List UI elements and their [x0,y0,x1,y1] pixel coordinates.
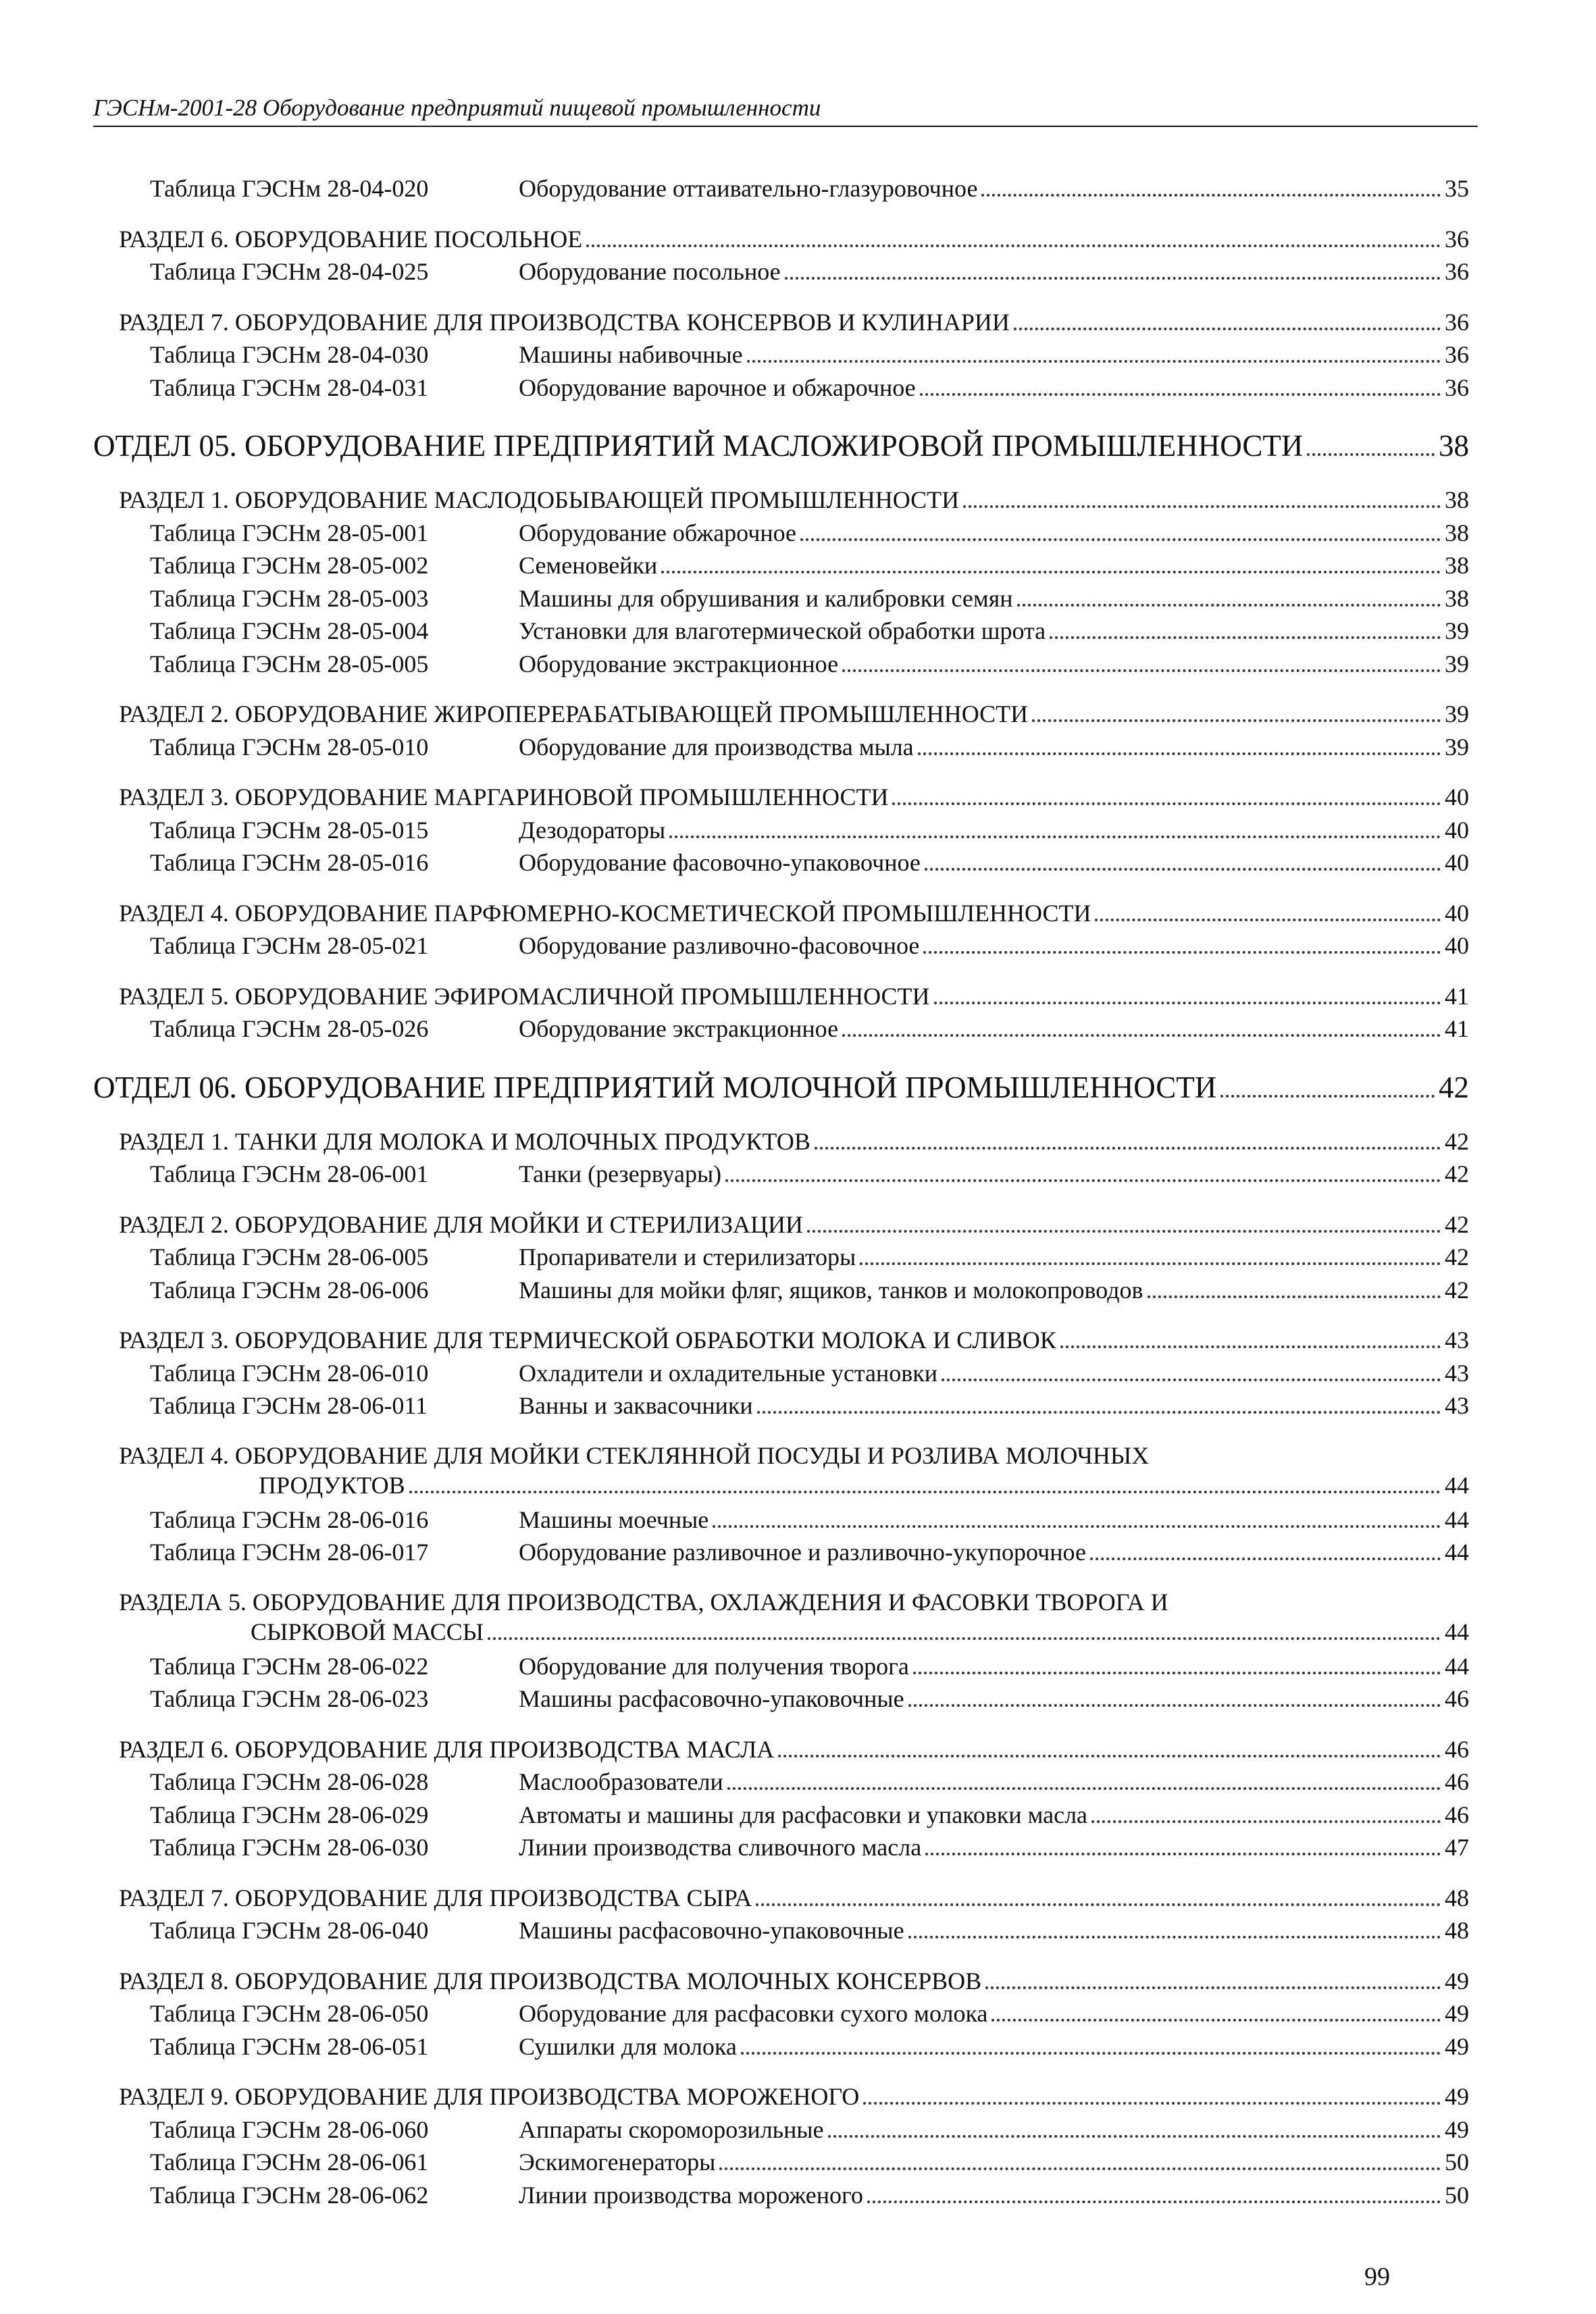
table-title: Охладители и охладительные установки [519,1359,938,1387]
page-ref: 41 [1445,982,1469,1010]
page-ref: 48 [1445,1917,1469,1944]
dot-leader [934,1002,1441,1004]
table-entry [150,1504,1469,1535]
page-ref: 49 [1445,2083,1469,2110]
dot-leader [807,1230,1441,1233]
section-heading [119,781,1469,813]
table-title: Аппараты скороморозильные [519,2115,824,2143]
table-title: Оборудование для расфасовки сухого молока [519,2000,988,2027]
table-code: Таблица ГЭСНм 28-04-031 [150,374,429,401]
page-ref: 42 [1445,1210,1469,1238]
page-ref: 39 [1445,650,1469,677]
table-title: Машины моечные [519,1506,709,1533]
table-title: Семеновейки [519,552,658,579]
section-heading [119,1126,1469,1157]
table-code: Таблица ГЭСНм 28-06-061 [150,2149,429,2176]
heading-title: РАЗДЕЛ 2. ОБОРУДОВАНИЕ ЖИРОПЕРЕРАБАТЫВАЮЩЕЙ ПРОМЫШЛЕННОСТИ [119,700,1029,727]
section-title-line2: ПРОДУКТОВ [259,1471,405,1499]
table-entry [150,1013,1469,1044]
dot-leader [1220,1095,1435,1098]
table-code: Таблица ГЭСНм 28-06-050 [150,2000,429,2027]
table-code: Таблица ГЭСНм 28-04-025 [150,258,429,285]
table-title: Машины для мойки фляг, ящиков, танков и молокопроводов [519,1276,1143,1304]
table-code: Таблица ГЭСНм 28-06-062 [150,2181,429,2209]
table-entry [150,372,1469,403]
dot-leader [757,1411,1441,1414]
table-title: Оборудование фасовочно-упаковочное [519,849,921,876]
dot-leader [661,571,1441,573]
dot-leader [908,1704,1441,1707]
page-ref: 50 [1445,2181,1469,2209]
page-ref: 36 [1445,308,1469,336]
table-entry [150,1358,1469,1389]
table-title: Маслообразователи [519,1768,723,1795]
table-title: Оборудование экстракционное [519,1015,839,1042]
heading-title: РАЗДЕЛ 2. ОБОРУДОВАНИЕ ДЛЯ МОЙКИ И СТЕРИЛИЗАЦИИ [119,1210,803,1238]
section-heading [119,981,1469,1012]
section-title-line2: СЫРКОВОЙ МАССЫ [251,1618,484,1645]
page-ref: 49 [1445,2115,1469,2143]
heading-title: ОТДЕЛ 05. ОБОРУДОВАНИЕ ПРЕДПРИЯТИЙ МАСЛОЖИРОВОЙ ПРОМЫШЛЕННОСТИ [93,429,1304,463]
page-number: 99 [1364,2263,1390,2291]
table-entry [150,256,1469,287]
page-ref: 36 [1445,258,1469,285]
table-title: Дезодораторы [519,816,666,844]
table-code: Таблица ГЭСНм 28-06-030 [150,1834,429,1861]
dot-leader [985,1986,1441,1989]
page-ref: 39 [1445,733,1469,761]
table-entry [150,2146,1469,2178]
page-ref: 40 [1445,899,1469,927]
section-title-continuation [119,1617,1469,1647]
page-ref: 40 [1445,849,1469,876]
table-title: Машины набивочные [519,341,743,368]
heading-title: РАЗДЕЛ 9. ОБОРУДОВАНИЕ ДЛЯ ПРОИЗВОДСТВА МОРОЖЕНОГО [119,2083,860,2110]
page-ref: 40 [1445,816,1469,844]
section-heading [119,1882,1469,1913]
page-ref: 38 [1445,552,1469,579]
heading-title: РАЗДЕЛ 7. ОБОРУДОВАНИЕ ДЛЯ ПРОИЗВОДСТВА КОНСЕРВОВ И КУЛИНАРИИ [119,308,1010,336]
page-ref: 49 [1445,1967,1469,1995]
page-ref: 43 [1445,1392,1469,1419]
page-ref: 38 [1445,519,1469,546]
page-ref: 41 [1445,1015,1469,1042]
table-code: Таблица ГЭСНм 28-04-030 [150,341,429,368]
section-title-continuation [119,1470,1469,1500]
dot-leader [925,1853,1441,1855]
dot-leader [1307,453,1435,456]
table-title: Установки для влаготермической обработки шрота [519,617,1046,644]
table-entry [150,583,1469,614]
table-title: Пропариватели и стерилизаторы [519,1243,856,1270]
section-heading [119,1965,1469,1997]
table-entry [150,550,1469,581]
section-heading [119,898,1469,929]
dot-leader [860,1262,1441,1265]
table-entry [150,1241,1469,1272]
table-code: Таблица ГЭСНм 28-05-002 [150,552,429,579]
table-entry [150,1537,1469,1568]
dot-leader [1032,719,1441,722]
table-entry [150,173,1469,204]
page-ref: 46 [1445,1768,1469,1795]
table-entry [150,2031,1469,2062]
section-heading [119,698,1469,729]
dot-leader [1091,1820,1441,1823]
table-entry [150,517,1469,548]
table-code: Таблица ГЭСНм 28-05-016 [150,849,429,876]
table-code: Таблица ГЭСНм 28-06-016 [150,1506,429,1533]
table-entry [150,1158,1469,1189]
table-title: Эскимогенераторы [519,2149,716,2176]
table-entry [150,1275,1469,1306]
heading-title: РАЗДЕЛ 1. ОБОРУДОВАНИЕ МАСЛОДОБЫВАЮЩЕЙ ПРОМЫШЛЕННОСТИ [119,486,960,513]
dot-leader [1060,1345,1441,1348]
table-title: Машины расфасовочно-упаковочные [519,1685,904,1712]
dot-leader [713,1525,1441,1528]
table-entry [150,1683,1469,1714]
dot-leader [925,868,1441,871]
table-entry [150,731,1469,763]
heading-title: РАЗДЕЛ 1. ТАНКИ ДЛЯ МОЛОКА И МОЛОЧНЫХ ПРОДУКТОВ [119,1127,810,1155]
table-code: Таблица ГЭСНм 28-06-022 [150,1652,429,1680]
table-entry [150,648,1469,679]
table-title: Оборудование обжарочное [519,519,797,546]
table-title: Оборудование оттаивательно-глазуровочное [519,175,978,202]
section-heading [119,1209,1469,1240]
heading-title: РАЗДЕЛ 4. ОБОРУДОВАНИЕ ПАРФЮМЕРНО-КОСМЕТИЧЕСКОЙ ПРОМЫШЛЕННОСТИ [119,899,1091,927]
table-title: Оборудование разливочное и разливочно-укупорочное [519,1539,1086,1566]
table-code: Таблица ГЭСНм 28-05-015 [150,816,429,844]
table-title: Сушилки для молока [519,2032,737,2060]
heading-title: РАЗДЕЛ 6. ОБОРУДОВАНИЕ ПОСОЛЬНОЕ [119,225,583,253]
heading-title: ОТДЕЛ 06. ОБОРУДОВАНИЕ ПРЕДПРИЯТИЙ МОЛОЧНОЙ ПРОМЫШЛЕННОСТИ [93,1070,1217,1104]
section-heading [119,1441,1469,1500]
heading-title: РАЗДЕЛ 7. ОБОРУДОВАНИЕ ДЛЯ ПРОИЗВОДСТВА СЫРА [119,1884,752,1911]
page-ref: 42 [1445,1276,1469,1304]
table-code: Таблица ГЭСНм 28-06-051 [150,2032,429,2060]
dot-leader [992,2019,1441,2022]
section-heading [119,2081,1469,2112]
dot-leader [942,1379,1441,1381]
heading-title: РАЗДЕЛ 5. ОБОРУДОВАНИЕ ЭФИРОМАСЛИЧНОЙ ПРОМЫШЛЕННОСТИ [119,982,930,1010]
page-ref: 39 [1445,700,1469,727]
page-ref: 44 [1445,1506,1469,1533]
table-code: Таблица ГЭСНм 28-06-060 [150,2115,429,2143]
dot-leader [1148,1295,1441,1298]
page-ref: 46 [1445,1735,1469,1763]
table-title: Танки (резервуары) [519,1160,722,1187]
heading-title: РАЗДЕЛ 3. ОБОРУДОВАНИЕ МАРГАРИНОВОЙ ПРОМЫШЛЕННОСТИ [119,783,889,811]
dot-leader [981,194,1441,197]
table-code: Таблица ГЭСНм 28-05-005 [150,650,429,677]
page-ref: 44 [1445,1652,1469,1680]
table-entry [150,930,1469,961]
table-title: Линии производства сливочного масла [519,1834,922,1861]
page-ref: 36 [1445,225,1469,253]
page-ref: 38 [1445,486,1469,513]
page-ref: 42 [1445,1127,1469,1155]
section-title-line1: РАЗДЕЛА 5. ОБОРУДОВАНИЕ ДЛЯ ПРОИЗВОДСТВА, ОХЛАЖДЕНИЯ И ФАСОВКИ ТВОРОГА И [119,1588,1168,1616]
dot-leader [1017,604,1441,607]
dot-leader [918,752,1441,755]
page-ref: 42 [1439,1070,1469,1104]
running-header: ГЭСНм-2001-28 Оборудование предприятий пищевой промышленности [93,93,1478,127]
dot-leader [963,505,1441,508]
dot-leader [828,2135,1441,2138]
table-code: Таблица ГЭСНм 28-06-010 [150,1359,429,1387]
page-ref: 46 [1445,1801,1469,1828]
page-ref: 44 [1445,1618,1469,1645]
table-title: Автоматы и машины для расфасовки и упаковки масла [519,1801,1088,1828]
table-code: Таблица ГЭСНм 28-05-010 [150,733,429,761]
dot-leader [842,1034,1441,1037]
section-heading [119,224,1469,255]
page-ref: 42 [1445,1160,1469,1187]
section-heading [119,307,1469,338]
dot-leader [785,277,1441,280]
dot-leader [725,1179,1441,1182]
table-code: Таблица ГЭСНм 28-06-017 [150,1539,429,1566]
dot-leader [1095,919,1441,921]
table-title: Машины расфасовочно-упаковочные [519,1917,904,1944]
page-ref: 36 [1445,341,1469,368]
table-code: Таблица ГЭСНм 28-05-004 [150,617,429,644]
table-title: Оборудование посольное [519,258,781,285]
table-code: Таблица ГЭСНм 28-06-023 [150,1685,429,1712]
table-entry [150,847,1469,878]
page-ref: 44 [1445,1471,1469,1499]
department-heading [93,1069,1469,1106]
page-ref: 39 [1445,617,1469,644]
table-code: Таблица ГЭСНм 28-06-028 [150,1768,429,1795]
dot-leader [778,1755,1441,1757]
dot-leader [727,1787,1441,1790]
dot-leader [892,802,1441,805]
page-ref: 44 [1445,1539,1469,1566]
table-title: Машины для обрушивания и калибровки семян [519,584,1013,612]
page-ref: 40 [1445,783,1469,811]
section-heading [119,1587,1469,1647]
table-entry [150,1998,1469,2029]
page-ref: 38 [1439,429,1469,463]
page-ref: 40 [1445,932,1469,959]
dot-leader [920,393,1441,396]
table-title: Оборудование для получения творога [519,1652,909,1680]
dot-leader [1090,1558,1441,1560]
table-code: Таблица ГЭСНм 28-04-020 [150,175,429,202]
page-ref: 48 [1445,1884,1469,1911]
table-code: Таблица ГЭСНм 28-06-040 [150,1917,429,1944]
table-entry [150,339,1469,370]
table-entry [150,615,1469,646]
section-heading [119,1734,1469,1765]
page-ref: 38 [1445,584,1469,612]
dot-leader [719,2167,1441,2170]
page-ref: 42 [1445,1243,1469,1270]
page-ref: 43 [1445,1327,1469,1354]
page-ref: 46 [1445,1685,1469,1712]
table-code: Таблица ГЭСНм 28-06-006 [150,1276,429,1304]
table-entry [150,1390,1469,1421]
table-code: Таблица ГЭСНм 28-06-011 [150,1392,428,1419]
dot-leader [741,2052,1441,2055]
table-entry [150,2180,1469,2211]
table-title: Оборудование разливочно-фасовочное [519,932,920,959]
dot-leader [908,1936,1441,1938]
table-title: Ванны и заквасочники [519,1392,753,1419]
dot-leader [867,2201,1441,2203]
table-entry [150,815,1469,846]
table-code: Таблица ГЭСНм 28-05-021 [150,932,429,959]
dot-leader [800,538,1441,541]
heading-title: РАЗДЕЛ 3. ОБОРУДОВАНИЕ ДЛЯ ТЕРМИЧЕСКОЙ ОБРАБОТКИ МОЛОКА И СЛИВОК [119,1327,1056,1354]
dot-leader [923,951,1441,954]
table-entry [150,1766,1469,1797]
page-ref: 50 [1445,2149,1469,2176]
table-entry [150,1651,1469,1682]
table-title: Оборудование варочное и обжарочное [519,374,916,401]
dot-leader [756,1903,1441,1906]
dot-leader [815,1147,1441,1150]
page-ref: 43 [1445,1359,1469,1387]
section-heading [119,1325,1469,1356]
section-heading [119,484,1469,515]
table-code: Таблица ГЭСНм 28-05-026 [150,1015,429,1042]
table-title: Оборудование экстракционное [519,650,839,677]
page-ref: 49 [1445,2032,1469,2060]
dot-leader [1050,636,1441,639]
dot-leader [586,245,1441,247]
page-ref: 49 [1445,2000,1469,2027]
dot-leader [409,1491,1441,1493]
table-entry [150,2114,1469,2145]
table-entry [150,1799,1469,1830]
heading-title: РАЗДЕЛ 8. ОБОРУДОВАНИЕ ДЛЯ ПРОИЗВОДСТВА МОЛОЧНЫХ КОНСЕРВОВ [119,1967,982,1995]
page-ref: 36 [1445,374,1469,401]
table-code: Таблица ГЭСНм 28-05-001 [150,519,429,546]
dot-leader [863,2102,1441,2105]
dot-leader [842,669,1441,672]
dot-leader [747,360,1441,363]
table-code: Таблица ГЭСНм 28-05-003 [150,584,429,612]
dot-leader [913,1672,1441,1674]
table-code: Таблица ГЭСНм 28-06-001 [150,1160,429,1187]
table-code: Таблица ГЭСНм 28-06-005 [150,1243,429,1270]
table-entry [150,1832,1469,1863]
dot-leader [488,1637,1441,1640]
dot-leader [669,835,1441,838]
table-title: Оборудование для производства мыла [519,733,914,761]
table-title: Линии производства мороженого [519,2181,863,2209]
table-entry [150,1915,1469,1946]
section-title-line1: РАЗДЕЛ 4. ОБОРУДОВАНИЕ ДЛЯ МОЙКИ СТЕКЛЯННОЙ ПОСУДЫ И РОЗЛИВА МОЛОЧНЫХ [119,1441,1150,1469]
table-code: Таблица ГЭСНм 28-06-029 [150,1801,429,1828]
page-ref: 47 [1445,1834,1469,1861]
heading-title: РАЗДЕЛ 6. ОБОРУДОВАНИЕ ДЛЯ ПРОИЗВОДСТВА МАСЛА [119,1735,775,1763]
page-ref: 35 [1445,175,1469,202]
department-heading [93,428,1469,464]
dot-leader [1014,328,1441,330]
